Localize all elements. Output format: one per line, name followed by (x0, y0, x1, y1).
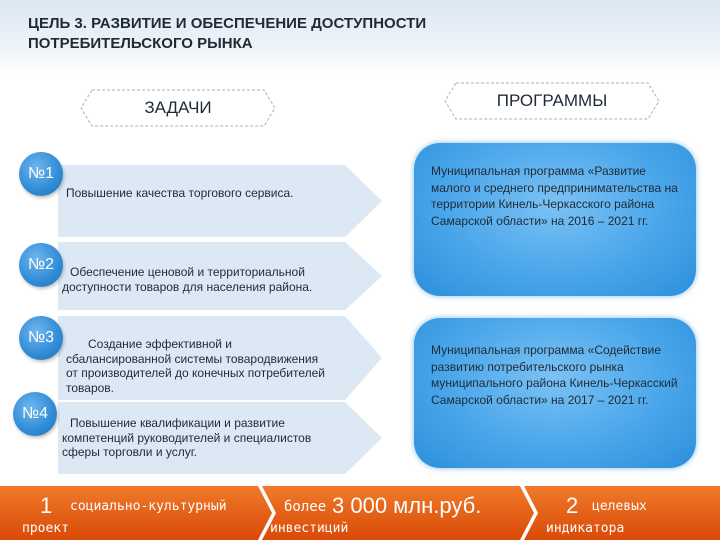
task-badge-2: №2 (19, 243, 63, 287)
page-title: ЦЕЛЬ 3. РАЗВИТИЕ И ОБЕСПЕЧЕНИЕ ДОСТУПНОСТИ ПОТРЕБИТЕЛЬСКОГО РЫНКА (28, 15, 427, 52)
footer-band (0, 486, 720, 540)
footer-item3-line2: индикатора (546, 521, 625, 536)
footer-item2-prefix: более (284, 499, 327, 515)
task-arrow-1 (58, 165, 382, 237)
program-text-2: Муниципальная программа «Содействие развитию потребительского рынка муниципального района Кинель-Черкасский Самарской области» на 2017 – 2021 гг. (431, 343, 678, 407)
program-box-2 (414, 318, 696, 468)
task-badge-4: №4 (13, 392, 57, 436)
task-text-1: Повышение качества торгового сервиса. (66, 186, 294, 200)
footer-item2-amount: 3 000 млн.руб. (332, 493, 482, 518)
task-text-2: Обеспечение ценовой и территориальной доступности товаров для населения района. (62, 265, 313, 294)
footer-item1-line2: проект (22, 521, 69, 536)
task-text-3: Создание эффективной и сбалансированной системы товародвижения от производителей до конечных потребителей товаров. (66, 337, 326, 395)
task-badge-1: №1 (19, 152, 63, 196)
programs-label-text: ПРОГРАММЫ (496, 91, 608, 110)
tasks-label-text: ЗАДАЧИ (144, 98, 212, 117)
task-text-4: Повышение квалификации и развитие компетенций руководителей и специалистов сферы торговли и услуг. (62, 416, 312, 459)
footer-item2-line2: инвестиций (270, 521, 349, 536)
program-text-1: Муниципальная программа «Развитие малого и среднего предпринимательства на территории Кинель-Черкасского района Самарской области» на 2016 – 2021 гг. (431, 164, 678, 228)
program-box-1 (414, 143, 696, 296)
footer-item1-number: 1 (40, 493, 53, 518)
footer-item1-line1: социально-культурный (70, 499, 227, 514)
footer-item3-number: 2 (566, 493, 579, 518)
task-badge-3: №3 (19, 316, 63, 360)
footer-item3-line1: целевых (592, 499, 647, 514)
